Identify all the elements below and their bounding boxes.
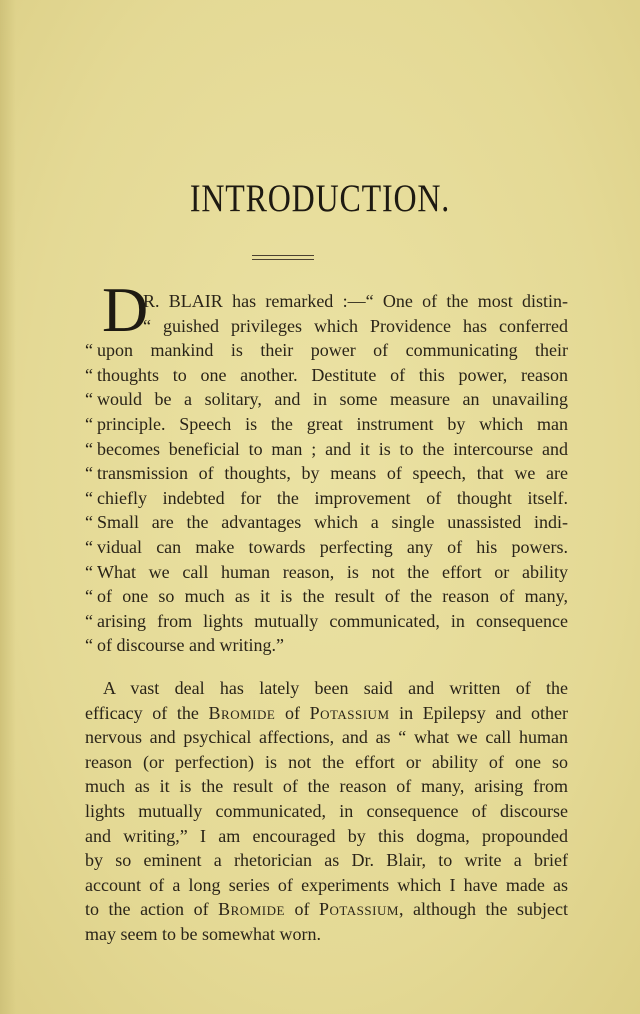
text-line: upon mankind is their power of communicating their	[97, 340, 568, 361]
text-line	[85, 750, 568, 775]
line-text: , although the subject	[398, 899, 569, 920]
text-line: would be a solitary, and in some measure an unavailing	[97, 389, 568, 410]
text-line: arising from lights mutually communicated, in consequence	[97, 610, 568, 631]
text-line: transmission of thoughts, by means of speech, that we are	[97, 463, 568, 484]
quote-mark: “	[85, 414, 93, 434]
text-line: principle. Speech is the great instrument by which man	[97, 414, 568, 434]
quote-mark: “	[85, 389, 93, 410]
text-line: Small are the advantages which a single unassisted indi-	[97, 512, 568, 533]
quote-mark: “	[85, 586, 93, 607]
text-line	[85, 824, 568, 849]
text-line	[85, 873, 568, 898]
text-line	[143, 314, 568, 339]
text-line	[85, 922, 568, 947]
line-text: nervous and psychical affections, and as “ what we call human	[85, 727, 568, 748]
page-spine-shadow	[0, 0, 16, 1014]
quote-mark: “	[85, 561, 93, 582]
text-line: becomes beneficial to man ; and it is to the intercourse and	[97, 438, 568, 459]
line-text: lights mutually communicated, in consequence of discourse	[85, 801, 568, 821]
quote-mark: “	[85, 537, 93, 557]
line-text: guished privileges which Providence has conferred	[163, 315, 568, 336]
line-text: in Epilepsy and other	[389, 702, 569, 723]
text-line: vidual can make towards perfecting any of his powers.	[97, 537, 568, 557]
text-line	[85, 725, 568, 750]
line-text: to the action of	[85, 899, 219, 920]
text-line	[103, 676, 568, 701]
small-caps-term: Bromide	[218, 899, 285, 920]
small-caps-term: Potassium	[319, 899, 399, 920]
quote-mark: “	[85, 610, 93, 631]
text-line	[85, 701, 568, 726]
line-text: reason (or perfection) is not the effort or ability of one so	[85, 751, 568, 772]
text-line: of one so much as it is the result of the reason of many,	[97, 586, 568, 607]
chapter-title: INTRODUCTION.	[189, 177, 451, 220]
line-text: and writing,” I am encouraged by this dogma, propounded	[85, 825, 568, 846]
text-line	[85, 848, 568, 873]
quote-mark: “	[85, 364, 93, 385]
quote-mark: “	[85, 438, 93, 459]
text-line	[85, 799, 568, 824]
text-line: What we call human reason, is not the effort or ability	[97, 561, 568, 582]
quote-mark: “	[85, 463, 93, 484]
quote-mark: “	[85, 635, 93, 656]
text-line	[85, 897, 568, 922]
line-text: account of a long series of experiments which I have made as	[85, 874, 568, 895]
text-line: of discourse and writing.”	[97, 635, 284, 656]
text-line	[143, 289, 568, 314]
drop-capital: D	[102, 274, 149, 345]
line-text: may seem to be somewhat worn.	[85, 924, 321, 944]
quote-mark: “	[85, 512, 93, 533]
line-text: R. BLAIR has remarked :—“ One of the most distin-	[143, 291, 568, 311]
text-line: thoughts to one another. Destitute of this power, reason	[97, 364, 568, 385]
line-text: efficacy of the	[85, 702, 209, 723]
line-text: of	[275, 702, 310, 723]
small-caps-term: Potassium	[309, 702, 390, 723]
quote-mark: “	[143, 315, 164, 336]
line-text: of	[284, 899, 319, 920]
quote-mark: “	[85, 487, 93, 508]
text-line	[85, 774, 568, 799]
text-line: chiefly indebted for the improvement of thought itself.	[97, 487, 568, 508]
title-divider-rule	[252, 255, 314, 260]
small-caps-term: Bromide	[208, 702, 276, 723]
quote-mark: “	[85, 340, 93, 361]
line-text: much as it is the result of the reason of many, arising from	[85, 776, 568, 797]
line-text: A vast deal has lately been said and written of the	[103, 678, 568, 698]
line-text: by so eminent a rhetorician as Dr. Blair, to write a brief	[85, 850, 568, 871]
